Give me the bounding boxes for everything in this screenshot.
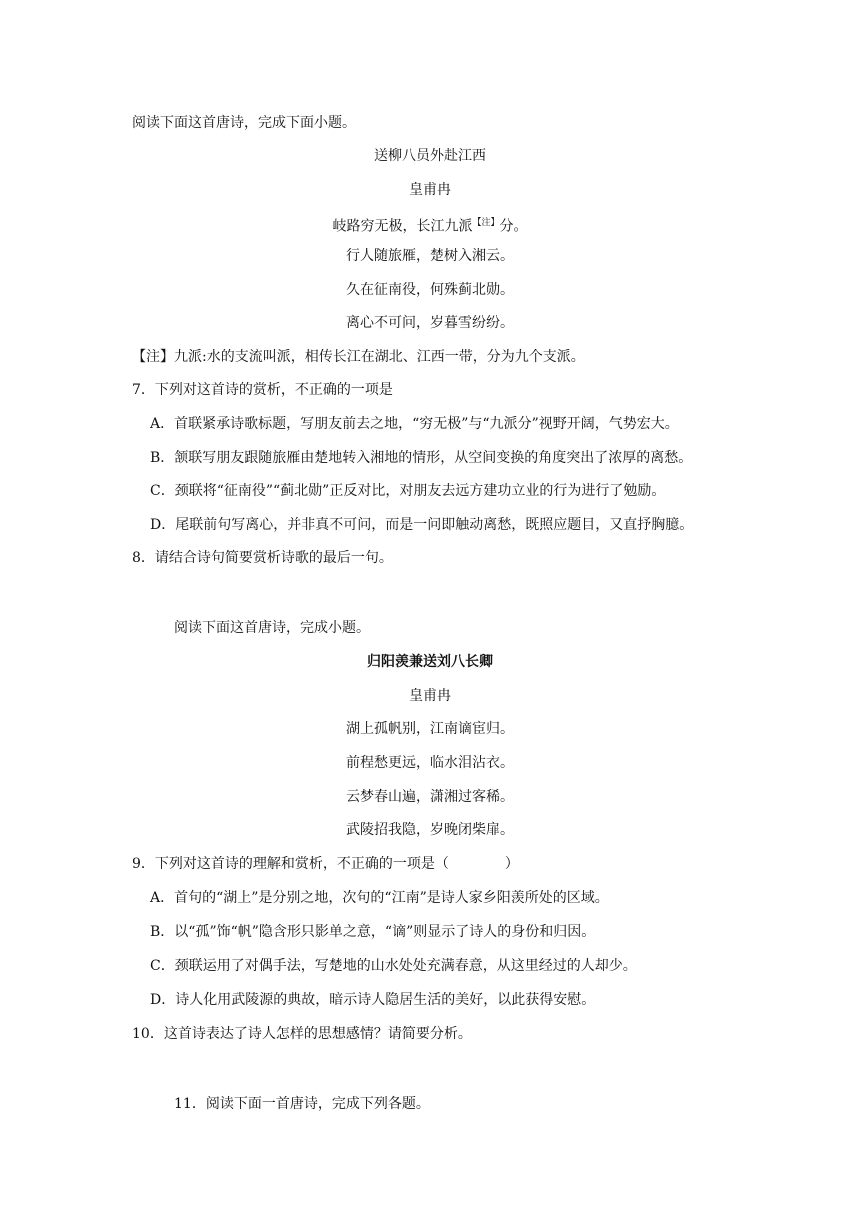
q9-option-a: A．首句的“湖上”是分别之地，次句的“江南”是诗人家乡阳羡所处的区域。 bbox=[150, 890, 609, 906]
poem2-line3: 云梦春山遍，潇湘过客稀。 bbox=[346, 789, 514, 805]
poem1-author: 皇甫冉 bbox=[409, 182, 451, 198]
q9-option-d: D．诗人化用武陵源的典故，暗示诗人隐居生活的美好，以此获得安慰。 bbox=[150, 992, 596, 1008]
q7-option-d: D．尾联前句写离心，并非真不可问，而是一问即触动离愁，既照应题目，又直抒胸臆。 bbox=[150, 517, 694, 533]
q10-stem: 10．这首诗表达了诗人怎样的思想感情？请简要分析。 bbox=[132, 1026, 472, 1042]
q8-stem: 8．请结合诗句简要赏析诗歌的最后一句。 bbox=[132, 550, 393, 566]
poem1-line3: 久在征南役，何殊蓟北勋。 bbox=[346, 282, 514, 298]
q9-option-c: C．颈联运用了对偶手法，写楚地的山水处处充满春意，从这里经过的人却少。 bbox=[150, 958, 637, 974]
section1-intro: 阅读下面这首唐诗，完成下面小题。 bbox=[132, 115, 356, 131]
section2-intro: 阅读下面这首唐诗，完成小题。 bbox=[174, 620, 370, 636]
poem2-line2: 前程愁更远，临水泪沾衣。 bbox=[346, 755, 514, 771]
poem1-line1-text-b: 分。 bbox=[499, 218, 528, 235]
footnote-marker: 【注】 bbox=[472, 218, 500, 228]
poem2-author: 皇甫冉 bbox=[409, 688, 451, 704]
poem2-line1: 湖上孤帆别，江南谪宦归。 bbox=[346, 721, 514, 737]
poem1-line1-text-a: 岐路穷无极，长江九派 bbox=[332, 218, 473, 235]
q9-stem: 9．下列对这首诗的理解和赏析，不正确的一项是（ ） bbox=[132, 856, 519, 872]
q11-stem: 11．阅读下面一首唐诗，完成下列各题。 bbox=[174, 1096, 430, 1112]
q7-stem: 7．下列对这首诗的赏析，不正确的一项是 bbox=[132, 382, 393, 398]
poem2-title: 归阳羡兼送刘八长卿 bbox=[367, 654, 493, 670]
poem1-line4: 离心不可问，岁暮雪纷纷。 bbox=[346, 315, 514, 331]
q7-option-b: B．颔联写朋友跟随旅雁由楚地转入湘地的情形，从空间变换的角度突出了浓厚的离愁。 bbox=[150, 450, 693, 466]
poem1-title: 送柳八员外赴江西 bbox=[374, 148, 486, 164]
poem1-line2: 行人随旅雁，楚树入湘云。 bbox=[346, 248, 514, 264]
poem2-line4: 武陵招我隐，岁晚闭柴扉。 bbox=[346, 822, 514, 838]
q7-option-c: C．颈联将“征南役”“蓟北勋”正反对比，对朋友去远方建功立业的行为进行了勉励。 bbox=[150, 483, 666, 499]
poem1-note: 【注】九派:水的支流叫派，相传长江在湖北、江西一带，分为九个支派。 bbox=[132, 349, 585, 365]
q7-option-a: A．首联紧承诗歌标题，写朋友前去之地，“穷无极”与“九派分”视野开阔，气势宏大。 bbox=[150, 416, 679, 432]
poem1-line1 bbox=[0, 213, 860, 237]
q9-option-b: B．以“孤”饰“帆”隐含形只影单之意，“谪”则显示了诗人的身份和归因。 bbox=[150, 924, 596, 940]
